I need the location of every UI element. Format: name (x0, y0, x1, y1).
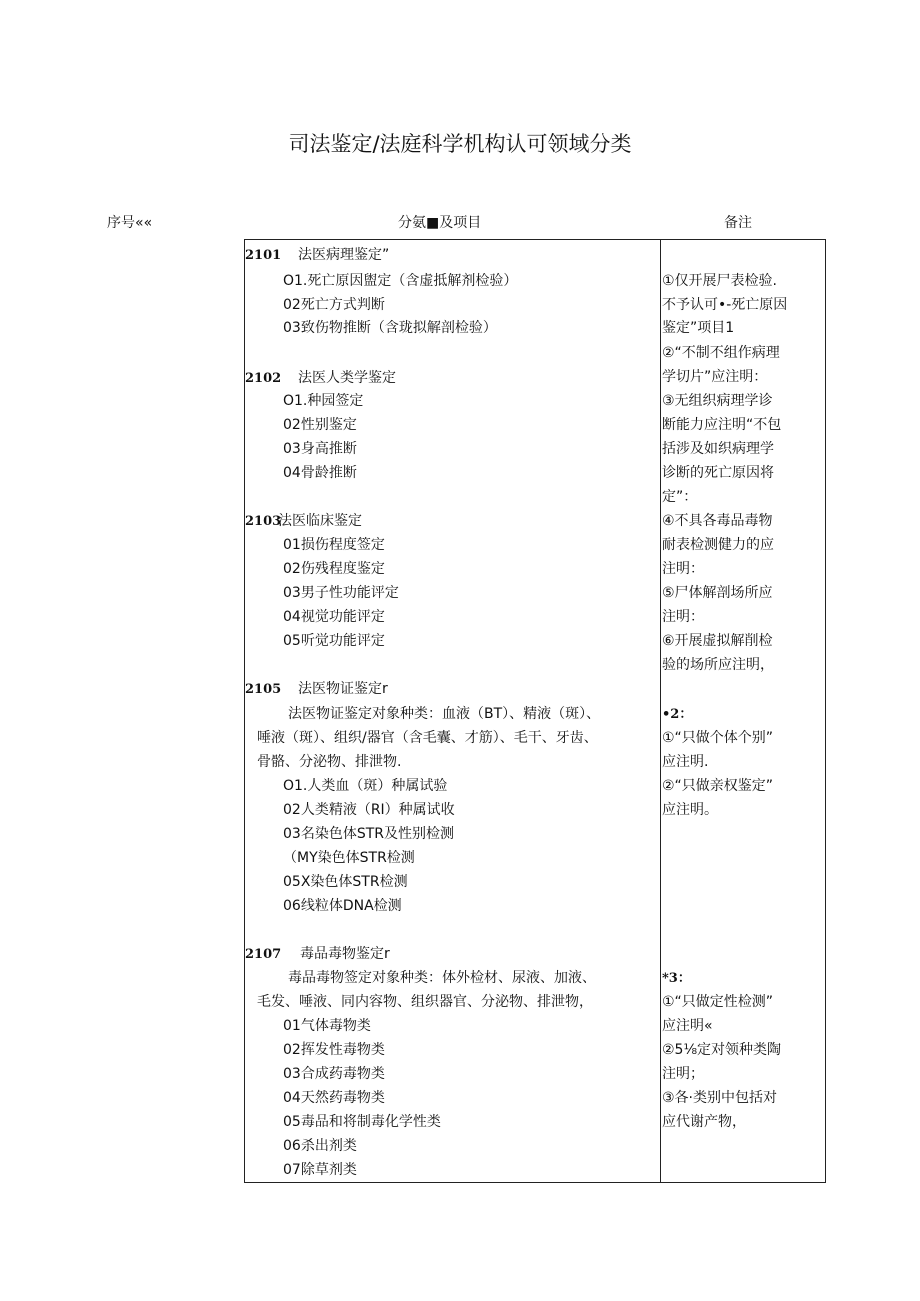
note-line: 应注明. (662, 754, 709, 770)
section-item: 04骨龄推断 (283, 465, 357, 481)
note-line: ②5⅛定对领种类陶 (662, 1042, 782, 1058)
section-item: 01气体毒物类 (283, 1018, 371, 1034)
section-description: 唾液（斑）、组织/器官（含毛囊、才筋）、毛干、牙齿、 (257, 730, 598, 746)
note-line: 断能力应注明“不包 (662, 417, 782, 433)
note-line: 括涉及如织病理学 (662, 441, 774, 457)
note-line: ②“不制不组作病理 (662, 345, 780, 361)
note-line: ③无组织病理学诊 (662, 393, 773, 409)
section-item: 05听觉功能评定 (283, 633, 385, 649)
note-line: ③各·类别中包括对 (662, 1090, 778, 1106)
section-name: 法医病理鉴定” (298, 247, 390, 263)
section-name: 毒品毒物鉴定r (300, 946, 390, 962)
header-seq: 序号«« (107, 215, 153, 231)
section-item: 04天然药毒物类 (283, 1090, 385, 1106)
section-item: 02性别鉴定 (283, 417, 357, 433)
section-description: 毛发、唾液、同内容物、组织器官、分泌物、排泄物， (257, 994, 593, 1010)
note-line: ①“只做定性检测” (662, 994, 774, 1010)
section-item: 01损伤程度签定 (283, 537, 385, 553)
note-line: ⑤尸体解剖场所应 (662, 585, 773, 601)
section-item: 02人类精液（RI）种属试收 (283, 802, 455, 818)
note-line: 注明： (662, 561, 704, 577)
note-line: 耐表检测健力的应 (662, 537, 774, 553)
section-item: 02死亡方式判断 (283, 297, 385, 313)
header-category: 分氨■及项目 (398, 215, 482, 231)
note-line: ①“只做个体个别” (662, 730, 774, 746)
section-name: 法医物证鉴定r (298, 681, 388, 697)
section-description: 法医物证鉴定对象种类：血液（BT）、精液（斑）、 (288, 706, 601, 722)
note-line: ②“只做亲权鉴定” (662, 778, 774, 794)
section-name: 法医临床鉴定 (278, 513, 362, 529)
note-line: 应注明。 (662, 802, 718, 818)
note-line: 验的场所应注明， (662, 657, 774, 673)
note-line: ④不具各毒品毒物 (662, 513, 773, 529)
section-item: 03致伤物推断（含珑拟解剖检验） (283, 320, 497, 336)
section-item: 07除草剂类 (283, 1162, 357, 1178)
note-line: 定”： (662, 489, 698, 505)
note-line: 不予认可•-死亡原因 (662, 297, 788, 313)
note-line: 注明： (662, 609, 704, 625)
page-title: 司法鉴定/法庭科学机构认可领域分类 (288, 132, 632, 156)
section-code: 2102 (245, 371, 282, 386)
section-item: 04视觉功能评定 (283, 609, 385, 625)
section-description: 毒品毒物签定对象种类：体外检材、尿液、加液、 (288, 970, 596, 986)
section-item: 02伤残程度鉴定 (283, 561, 385, 577)
section-item: 03男子性功能评定 (283, 585, 399, 601)
section-item: （MY染色体STR检测 (283, 850, 415, 866)
section-item: 05毒品和将制毒化学性类 (283, 1114, 441, 1130)
note-line: 学切片”应注明： (662, 369, 768, 385)
column-divider (660, 239, 661, 1183)
note-group-marker: •2： (662, 707, 693, 722)
section-description: 骨骼、分泌物、排泄物. (257, 754, 402, 770)
note-line: 鉴定”项目1 (662, 320, 735, 336)
section-code: 2101 (245, 248, 282, 263)
section-code: 2107 (245, 947, 282, 962)
note-line: ⑥开展虚拟解削检 (662, 633, 773, 649)
section-item: O1.死亡原因盥定（含虚抵解剂检验） (283, 273, 518, 289)
note-line: 应注明« (662, 1018, 713, 1034)
section-item: 03身高推断 (283, 441, 357, 457)
section-name: 法医人类学鉴定 (298, 370, 396, 386)
header-note: 备注 (724, 215, 752, 231)
section-item: 03名染色体STR及性别检测 (283, 826, 454, 842)
section-item: 03合成药毒物类 (283, 1066, 385, 1082)
note-line: 诊断的死亡原因将 (662, 465, 774, 481)
note-group-marker: *3： (662, 971, 691, 986)
section-code: 2105 (245, 682, 282, 697)
section-code: 2103 (245, 514, 282, 529)
note-line: 应代谢产物， (662, 1114, 746, 1130)
note-line: 注明； (662, 1066, 704, 1082)
section-item: 02挥发性毒物类 (283, 1042, 385, 1058)
section-item: 06线粒体DNA检测 (283, 898, 402, 914)
section-item: O1.种园签定 (283, 393, 364, 409)
section-item: 05X染色体STR检测 (283, 874, 408, 890)
section-item: O1.人类血（斑）种属试验 (283, 778, 448, 794)
section-item: 06杀出剂类 (283, 1138, 357, 1154)
note-line: ①仅开展尸表检验. (662, 273, 778, 289)
